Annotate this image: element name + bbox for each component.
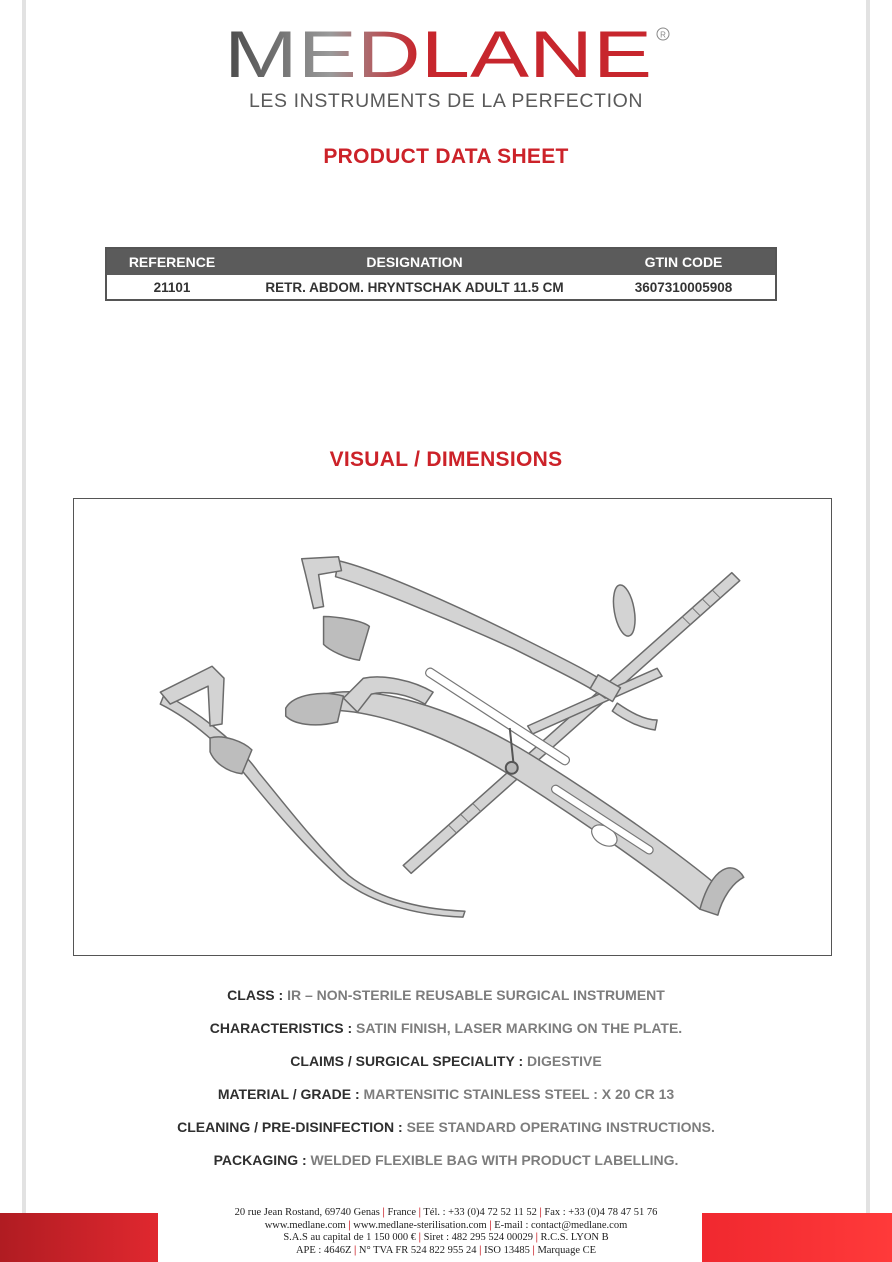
footer-line-registration: APE : 4646Z | N° TVA FR 524 822 955 24 | ISO 13485 | Marquage CE bbox=[295, 1244, 597, 1256]
svg-text:MEDLANE: MEDLANE bbox=[224, 22, 652, 82]
table-header bbox=[107, 249, 775, 275]
spec-cleaning: CLEANING / PRE-DISINFECTION : SEE STANDARD OPERATING INSTRUCTIONS. bbox=[177, 1119, 715, 1135]
spec-characteristics: CHARACTERISTICS : SATIN FINISH, LASER MARKING ON THE PLATE. bbox=[209, 1020, 683, 1036]
medlane-logo bbox=[222, 22, 682, 82]
header-gtin: GTIN CODE bbox=[644, 254, 723, 270]
footer-line-legal: S.A.S au capital de 1 150 000 € | Siret : 482 295 524 00029 | R.C.S. LYON B bbox=[283, 1232, 609, 1243]
cell-gtin: 3607310005908 bbox=[634, 279, 733, 295]
table-row bbox=[107, 275, 775, 299]
tagline: LES INSTRUMENTS DE LA PERFECTION bbox=[248, 90, 644, 112]
spec-packaging: PACKAGING : WELDED FLEXIBLE BAG WITH PRODUCT LABELLING. bbox=[213, 1152, 679, 1168]
visual-dimensions-title: VISUAL / DIMENSIONS bbox=[329, 448, 563, 471]
footer-line-web: www.medlane.com | www.medlane-sterilisation.com | E-mail : contact@medlane.com bbox=[264, 1219, 628, 1231]
product-data-sheet-title: PRODUCT DATA SHEET bbox=[323, 145, 569, 168]
header-designation: DESIGNATION bbox=[366, 254, 463, 270]
footer-company-info bbox=[0, 1207, 892, 1257]
spec-class: CLASS : IR – NON-STERILE REUSABLE SURGICAL INSTRUMENT bbox=[227, 987, 665, 1003]
hryntschak-retractor-illustration bbox=[74, 499, 831, 955]
product-image-frame bbox=[73, 498, 832, 956]
reference-table bbox=[105, 247, 777, 301]
specifications-list bbox=[0, 984, 892, 1182]
cell-reference: 21101 bbox=[153, 279, 191, 295]
header-reference: REFERENCE bbox=[128, 254, 216, 270]
svg-text:R: R bbox=[660, 30, 666, 40]
spec-claims: CLAIMS / SURGICAL SPECIALITY : DIGESTIVE bbox=[290, 1053, 602, 1069]
spec-material: MATERIAL / GRADE : MARTENSITIC STAINLESS STEEL : X 20 CR 13 bbox=[217, 1086, 675, 1102]
footer-line-address: 20 rue Jean Rostand, 69740 Genas | France | Tél. : +33 (0)4 72 52 11 52 | Fax : +33 (0)4 78 47 51 76 bbox=[234, 1207, 658, 1218]
cell-designation: RETR. ABDOM. HRYNTSCHAK ADULT 11.5 CM bbox=[265, 279, 564, 295]
